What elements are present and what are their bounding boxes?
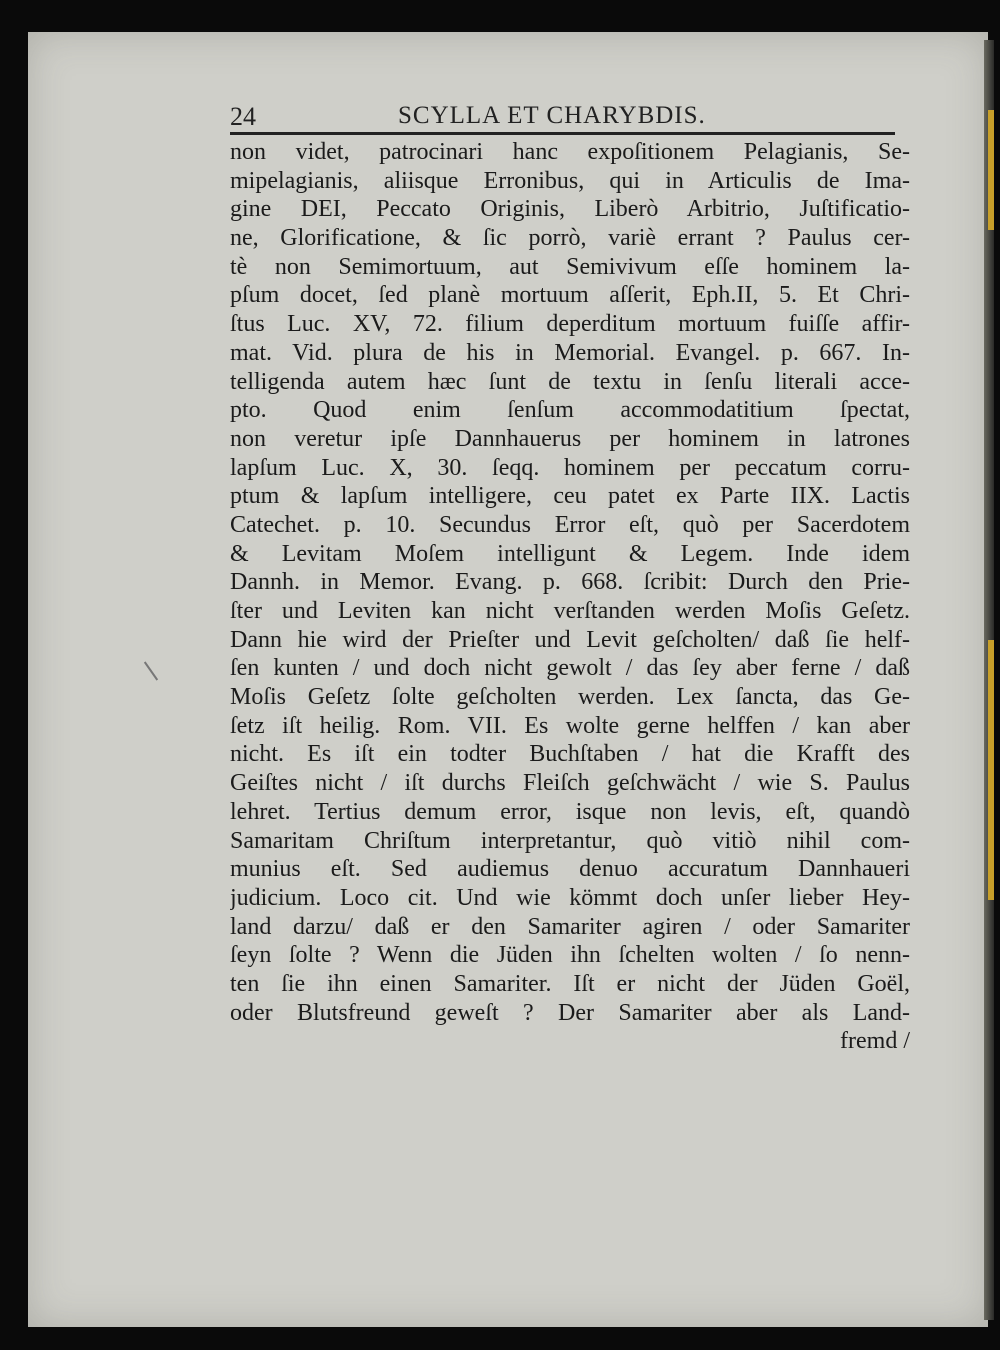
text-line: non veretur ipſe Dannhauerus per hominem in latrones [230, 425, 910, 452]
text-line: ptum & lapſum intelligere, ceu patet ex Parte IIX. Lactis [230, 483, 910, 510]
page-number: 24 [230, 102, 256, 131]
text-line: judicium. Loco cit. Und wie kömmt doch unſer lieber Hey- [230, 884, 910, 911]
running-head: SCYLLA ET CHARYBDIS. [398, 102, 706, 129]
text-line: pto. Quod enim ſenſum accommodatitium ſpectat, [230, 397, 910, 424]
text-line: nicht. Es iſt ein todter Buchſtaben / hat die Krafft des [230, 741, 910, 768]
edge-color-mark [988, 110, 994, 230]
page-header [230, 102, 895, 136]
text-line: mat. Vid. plura de his in Memorial. Evangel. p. 667. In- [230, 339, 910, 366]
text-line: Dann hie wird der Prieſter und Levit geſcholten/ daß ſie helf- [230, 626, 910, 653]
text-line: ne, Glorificatione, & ſic porrò, variè errant ? Paulus cer- [230, 225, 910, 252]
edge-color-mark [988, 640, 994, 900]
text-line: ſter und Leviten kan nicht verſtanden werden Moſis Geſetz. [230, 598, 910, 624]
text-line: ſeyn ſolte ? Wenn die Jüden ihn ſchelten wolten / ſo nenn- [230, 942, 910, 969]
text-line: fremd / [840, 1028, 910, 1055]
body-text [230, 138, 910, 1056]
text-line: ſtus Luc. XV, 72. filium deperditum mortuum fuiſſe affir- [230, 311, 910, 338]
text-line: non videt, patrocinari hanc expoſitionem Pelagianis, Se- [230, 139, 910, 165]
text-line: telligenda autem hæc ſunt de textu in ſenſu literali acce- [230, 368, 910, 395]
text-line: ten ſie ihn einen Samariter. Iſt er nicht der Jüden Goël, [230, 970, 910, 997]
text-line: gine DEI, Peccato Originis, Liberò Arbitrio, Juſtificatio- [230, 196, 910, 223]
text-line: Samaritam Chriſtum interpretantur, quò vitiò nihil com- [230, 827, 910, 854]
header-rule [230, 132, 895, 135]
text-line: lehret. Tertius demum error, isque non levis, eſt, quandò [230, 798, 910, 825]
text-line: tè non Semimortuum, aut Semivivum eſſe hominem la- [230, 253, 910, 280]
text-line: munius eſt. Sed audiemus denuo accuratum Dannhaueri [230, 856, 910, 883]
text-line: lapſum Luc. X, 30. ſeqq. hominem per peccatum corru- [230, 454, 910, 481]
text-line: ſetz iſt heilig. Rom. VII. Es wolte gerne helffen / kan aber [230, 712, 910, 739]
text-line: Moſis Geſetz ſolte geſcholten werden. Lex ſancta, das Ge- [230, 684, 910, 711]
text-line: oder Blutsfreund geweſt ? Der Samariter aber als Land- [230, 999, 910, 1026]
text-line: Dannh. in Memor. Evang. p. 668. ſcribit: Durch den Prie- [230, 569, 910, 596]
text-line: land darzu/ daß er den Samariter agiren / oder Samariter [230, 913, 910, 940]
text-line: & Levitam Moſem intelligunt & Legem. Inde idem [230, 540, 910, 567]
text-line: Catechet. p. 10. Secundus Error eſt, quò per Sacerdotem [230, 511, 910, 538]
text-line: Geiſtes nicht / iſt durchs Fleiſch geſchwächt / wie S. Paulus [230, 770, 910, 797]
text-line: ſen kunten / und doch nicht gewolt / das ſey aber ferne / daß [230, 655, 910, 682]
text-line: pſum docet, ſed planè mortuum aſſerit, Eph.II, 5. Et Chri- [230, 282, 910, 309]
text-line: mipelagianis, aliisque Erronibus, qui in Articulis de Ima- [230, 167, 910, 194]
